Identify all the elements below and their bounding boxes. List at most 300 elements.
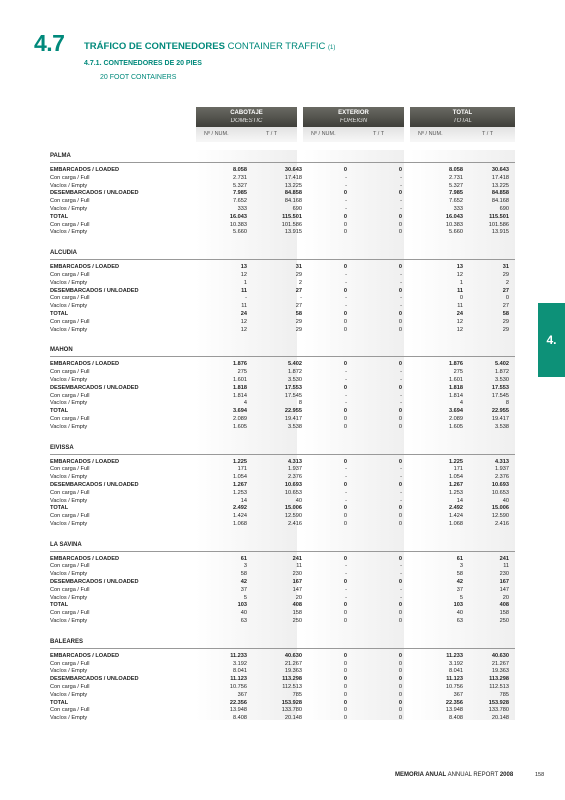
cell: 42 xyxy=(456,579,463,586)
cell: 17.545 xyxy=(491,392,509,399)
row-label: Con carga / Full xyxy=(50,392,90,399)
cell: 24 xyxy=(456,310,463,317)
cell: 0 xyxy=(343,668,347,675)
cell: - xyxy=(300,295,302,302)
cell: 230 xyxy=(499,571,509,578)
table-row xyxy=(50,393,515,401)
cell: - xyxy=(400,174,402,181)
table-row xyxy=(50,183,515,191)
cell: 17.418 xyxy=(491,174,509,181)
cell: 30.643 xyxy=(491,167,509,173)
table-row xyxy=(50,474,515,482)
cell: 1.872 xyxy=(288,369,302,376)
cell: 133.780 xyxy=(281,707,302,714)
cell: 0 xyxy=(398,610,402,617)
table-row xyxy=(50,684,515,692)
cell: 84.168 xyxy=(491,198,509,205)
cell: 147 xyxy=(292,586,302,593)
cell: 8.058 xyxy=(449,167,463,173)
cell: 0 xyxy=(398,415,402,422)
row-label: Con carga / Full xyxy=(50,707,90,714)
cell: 1.267 xyxy=(233,481,247,488)
row-label: TOTAL xyxy=(50,505,69,512)
cell: 2.416 xyxy=(495,520,509,527)
cell: 10.693 xyxy=(491,481,509,488)
row-label: DESEMBARCADOS / UNLOADED xyxy=(50,579,139,586)
subsection-title: 4.7.1. CONTENEDORES DE 20 PIES xyxy=(84,60,202,67)
cell: 2 xyxy=(298,279,302,286)
row-label: Vacíos / Empty xyxy=(50,303,88,310)
cell: 13.915 xyxy=(491,229,509,236)
cell: - xyxy=(400,182,402,189)
row-label: Vacíos / Empty xyxy=(50,326,88,333)
cell: 15.006 xyxy=(284,505,302,512)
row-label: Vacíos / Empty xyxy=(50,423,88,430)
cell: 0 xyxy=(398,326,402,333)
subheader-total xyxy=(410,127,515,142)
cell: 0 xyxy=(343,287,347,294)
table-row xyxy=(50,229,515,237)
col-header-en: DOMESTIC xyxy=(230,118,263,124)
cell: 690 xyxy=(292,205,302,212)
table-row xyxy=(50,571,515,579)
cell: 0 xyxy=(343,602,347,609)
cell: 0 xyxy=(398,602,402,609)
cell: 7.985 xyxy=(449,190,463,197)
section-name xyxy=(50,539,515,551)
cell: 112.513 xyxy=(282,684,302,691)
cell: 0 xyxy=(398,684,402,691)
row-label: Vacíos / Empty xyxy=(50,691,88,698)
row-label: Con carga / Full xyxy=(50,513,90,520)
cell: 11 xyxy=(503,563,509,570)
cell: 0 xyxy=(398,213,402,220)
cell: 1.054 xyxy=(449,474,463,481)
cell: 29 xyxy=(502,326,509,333)
cell: 1.225 xyxy=(449,458,463,465)
table-row xyxy=(50,369,515,377)
cell: 0 xyxy=(398,481,402,488)
cell: 11 xyxy=(241,287,247,294)
cell: - xyxy=(345,205,347,212)
cell: 0 xyxy=(398,676,402,683)
cell: 5 xyxy=(243,594,247,601)
subheader-domestic xyxy=(196,127,297,142)
cell: 7.652 xyxy=(233,198,247,205)
cell: - xyxy=(345,594,347,601)
cell: 27 xyxy=(502,303,509,310)
row-label: Con carga / Full xyxy=(50,198,90,205)
table-row xyxy=(50,319,515,327)
cell: 3.538 xyxy=(495,423,509,430)
table-row xyxy=(50,222,515,230)
cell: 3.694 xyxy=(449,408,463,415)
table-row xyxy=(50,385,515,393)
cell: 37 xyxy=(456,586,463,593)
table-row xyxy=(50,513,515,521)
cell: - xyxy=(400,571,402,578)
cell: 3.538 xyxy=(288,423,302,430)
table-row xyxy=(50,327,515,335)
cell: 113.298 xyxy=(489,676,509,683)
cell: 31 xyxy=(502,264,509,271)
cell: 5.660 xyxy=(449,229,463,236)
cell: 0 xyxy=(343,213,347,220)
row-label: DESEMBARCADOS / UNLOADED xyxy=(50,384,139,391)
cell: 0 xyxy=(398,361,402,368)
cell: 1.054 xyxy=(233,474,247,481)
row-label: Con carga / Full xyxy=(50,563,90,570)
section-gap xyxy=(50,432,515,442)
cell: - xyxy=(400,376,402,383)
cell: 19.417 xyxy=(491,415,509,422)
cell: 1.937 xyxy=(288,466,302,473)
cell: 0 xyxy=(398,229,402,236)
row-label: TOTAL xyxy=(50,310,69,317)
cell: 241 xyxy=(499,555,509,562)
cell: 0 xyxy=(343,190,347,197)
table-row xyxy=(50,602,515,610)
cell: 27 xyxy=(502,287,509,294)
cell: 0 xyxy=(398,318,402,325)
row-label: TOTAL xyxy=(50,408,69,415)
table-row xyxy=(50,661,515,669)
cell: 103 xyxy=(453,602,463,609)
cell: 20 xyxy=(502,594,509,601)
cell: 0 xyxy=(398,384,402,391)
table-row xyxy=(50,190,515,198)
section-gap xyxy=(50,334,515,344)
cell: 13.225 xyxy=(284,182,302,189)
cell: 408 xyxy=(499,602,509,609)
cell: 112.513 xyxy=(489,684,509,691)
cell: 1 xyxy=(243,279,247,286)
cell: 1.814 xyxy=(449,392,463,399)
cell: 2.089 xyxy=(449,415,463,422)
cell: 8 xyxy=(505,400,509,407)
row-label: DESEMBARCADOS / UNLOADED xyxy=(50,190,139,197)
cell: 17.553 xyxy=(491,384,509,391)
cell: 1.937 xyxy=(495,466,509,473)
cell: 40 xyxy=(240,610,247,617)
cell: 15.006 xyxy=(491,505,509,512)
cell: 63 xyxy=(240,618,247,625)
cell: - xyxy=(400,594,402,601)
cell: 27 xyxy=(295,287,302,294)
cell: 5 xyxy=(459,594,463,601)
col-header-es: EXTERIOR xyxy=(338,110,369,116)
cell: 10.653 xyxy=(284,489,302,496)
cell: 333 xyxy=(237,205,247,212)
cell: 11 xyxy=(296,563,302,570)
cell: - xyxy=(345,279,347,286)
cell: 0 xyxy=(398,310,402,317)
table-row xyxy=(50,377,515,385)
table-row xyxy=(50,311,515,319)
cell: 230 xyxy=(292,571,302,578)
row-label: DESEMBARCADOS / UNLOADED xyxy=(50,481,139,488)
cell: 1.225 xyxy=(233,458,247,465)
cell: 0 xyxy=(343,660,347,667)
cell: 4.313 xyxy=(288,458,302,465)
cell: - xyxy=(345,392,347,399)
cell: - xyxy=(345,586,347,593)
cell: 408 xyxy=(292,602,302,609)
section-gap xyxy=(50,237,515,247)
title-en: CONTAINER TRAFFIC xyxy=(227,41,326,52)
cell: - xyxy=(400,271,402,278)
cell: - xyxy=(400,586,402,593)
cell: 0 xyxy=(398,668,402,675)
table-row xyxy=(50,424,515,432)
section-label: ALCUDIA xyxy=(50,250,77,257)
row-label: Vacíos / Empty xyxy=(50,668,88,675)
cell: - xyxy=(345,474,347,481)
cell: 0 xyxy=(343,310,347,317)
cell: 153.928 xyxy=(281,699,302,706)
table-row xyxy=(50,198,515,206)
table-row xyxy=(50,587,515,595)
cell: 17.553 xyxy=(284,384,302,391)
cell: 12.590 xyxy=(491,513,509,520)
col-header-total xyxy=(410,107,515,127)
cell: 3.530 xyxy=(288,376,302,383)
cell: 0 xyxy=(343,264,347,271)
subcol-t: T / T xyxy=(373,131,385,137)
cell: 0 xyxy=(343,415,347,422)
row-label: Vacíos / Empty xyxy=(50,229,88,236)
cell: 0 xyxy=(398,513,402,520)
row-label: Vacíos / Empty xyxy=(50,571,88,578)
cell: 2 xyxy=(505,279,509,286)
cell: 0 xyxy=(343,618,347,625)
cell: 0 xyxy=(343,513,347,520)
cell: 167 xyxy=(499,579,509,586)
row-label: Con carga / Full xyxy=(50,586,90,593)
cell: 1.601 xyxy=(233,376,247,383)
cell: 785 xyxy=(499,691,509,698)
cell: 0 xyxy=(343,676,347,683)
section-gap xyxy=(50,626,515,636)
table-row xyxy=(50,595,515,603)
row-label: Con carga / Full xyxy=(50,295,90,302)
table-row xyxy=(50,692,515,700)
cell: 115.501 xyxy=(489,213,509,220)
cell: - xyxy=(345,295,347,302)
cell: - xyxy=(400,489,402,496)
cell: 11 xyxy=(457,287,463,294)
table-row xyxy=(50,167,515,175)
cell: 1.253 xyxy=(233,489,247,496)
row-label: EMBARCADOS / LOADED xyxy=(50,167,119,173)
row-label: TOTAL xyxy=(50,213,69,220)
cell: 8.408 xyxy=(233,715,247,722)
table-row xyxy=(50,288,515,296)
cell: 13.915 xyxy=(284,229,302,236)
row-label: EMBARCADOS / LOADED xyxy=(50,458,119,465)
cell: 0 xyxy=(343,505,347,512)
cell: 4 xyxy=(243,400,247,407)
cell: 0 xyxy=(398,190,402,197)
cell: - xyxy=(345,182,347,189)
title-es: TRÁFICO DE CONTENEDORES xyxy=(84,41,225,52)
cell: 0 xyxy=(459,295,463,302)
cell: 158 xyxy=(292,610,302,617)
cell: 21.267 xyxy=(491,660,509,667)
cell: 0 xyxy=(343,684,347,691)
cell: 0 xyxy=(398,264,402,271)
subcol-num: Nº / NUM. xyxy=(204,131,229,137)
table-row xyxy=(50,408,515,416)
cell: - xyxy=(345,571,347,578)
cell: 22.356 xyxy=(445,699,463,706)
cell: 0 xyxy=(343,326,347,333)
table-row xyxy=(50,416,515,424)
row-label: EMBARCADOS / LOADED xyxy=(50,555,119,562)
cell: 0 xyxy=(398,458,402,465)
cell: 40 xyxy=(456,610,463,617)
cell: 16.043 xyxy=(229,213,247,220)
cell: 5.327 xyxy=(449,182,463,189)
table-row xyxy=(50,498,515,506)
table-row xyxy=(50,459,515,467)
table-row xyxy=(50,707,515,715)
cell: 5.402 xyxy=(495,361,509,368)
cell: - xyxy=(345,174,347,181)
section-gap xyxy=(50,529,515,539)
cell: 61 xyxy=(240,555,247,562)
cell: 690 xyxy=(499,205,509,212)
subsection-title-en: 20 FOOT CONTAINERS xyxy=(100,74,177,81)
data-table xyxy=(50,150,515,723)
section-name xyxy=(50,344,515,356)
cell: 0 xyxy=(343,699,347,706)
cell: 11 xyxy=(241,303,247,310)
cell: 0 xyxy=(343,610,347,617)
row-label: Con carga / Full xyxy=(50,318,90,325)
cell: 17.418 xyxy=(284,174,302,181)
row-label: Vacíos / Empty xyxy=(50,715,88,722)
cell: 101.586 xyxy=(281,221,302,228)
cell: - xyxy=(345,466,347,473)
table-row xyxy=(50,280,515,288)
cell: 13 xyxy=(456,264,463,271)
cell: - xyxy=(400,466,402,473)
table-row xyxy=(50,653,515,661)
cell: 12 xyxy=(240,271,247,278)
cell: 1 xyxy=(459,279,463,286)
subcol-t: T / T xyxy=(266,131,278,137)
cell: 58 xyxy=(456,571,463,578)
cell: 29 xyxy=(295,271,302,278)
cell: 1.872 xyxy=(495,369,509,376)
cell: 2.376 xyxy=(495,474,509,481)
col-header-foreign xyxy=(303,107,404,127)
cell: 7.652 xyxy=(449,198,463,205)
cell: 12 xyxy=(456,318,463,325)
subheader-foreign xyxy=(303,127,404,142)
cell: 0 xyxy=(343,318,347,325)
section-label: LA SAVINA xyxy=(50,541,82,548)
cell: 10.383 xyxy=(229,221,247,228)
cell: - xyxy=(400,205,402,212)
row-label: Con carga / Full xyxy=(50,221,90,228)
cell: 29 xyxy=(295,326,302,333)
cell: 0 xyxy=(398,652,402,659)
cell: 3.694 xyxy=(233,408,247,415)
cell: 171 xyxy=(237,466,247,473)
cell: 11.123 xyxy=(446,676,463,683)
cell: 0 xyxy=(343,520,347,527)
cell: 3.192 xyxy=(449,660,463,667)
cell: 0 xyxy=(343,384,347,391)
cell: 11.123 xyxy=(230,676,247,683)
section-number: 4.7 xyxy=(34,30,65,56)
row-label: Vacíos / Empty xyxy=(50,400,88,407)
cell: 14 xyxy=(240,497,247,504)
col-header-domestic xyxy=(196,107,297,127)
cell: 133.780 xyxy=(488,707,509,714)
cell: 1.814 xyxy=(233,392,247,399)
cell: 11 xyxy=(457,303,463,310)
cell: 20 xyxy=(295,594,302,601)
cell: 1.267 xyxy=(449,481,463,488)
row-label: Con carga / Full xyxy=(50,415,90,422)
cell: 58 xyxy=(295,310,302,317)
cell: 30.643 xyxy=(284,167,302,173)
cell: 84.168 xyxy=(284,198,302,205)
cell: - xyxy=(345,303,347,310)
table-row xyxy=(50,668,515,676)
cell: 0 xyxy=(398,691,402,698)
row-label: Con carga / Full xyxy=(50,610,90,617)
cell: 0 xyxy=(398,167,402,173)
cell: 367 xyxy=(237,691,247,698)
cell: 1.424 xyxy=(233,513,247,520)
cell: 8.058 xyxy=(233,167,247,173)
cell: 27 xyxy=(295,303,302,310)
cell: 0 xyxy=(398,520,402,527)
subcol-num: Nº / NUM. xyxy=(418,131,443,137)
cell: - xyxy=(400,497,402,504)
cell: 5.402 xyxy=(288,361,302,368)
cell: 3 xyxy=(243,563,247,570)
cell: 13 xyxy=(240,264,247,271)
cell: 58 xyxy=(502,310,509,317)
cell: - xyxy=(345,376,347,383)
cell: 158 xyxy=(499,610,509,617)
table-row xyxy=(50,482,515,490)
title-footnote-mark: (1) xyxy=(328,45,336,51)
cell: - xyxy=(400,369,402,376)
cell: 10.653 xyxy=(491,489,509,496)
row-label: TOTAL xyxy=(50,602,69,609)
table-row xyxy=(50,490,515,498)
col-header-en: FOREIGN xyxy=(339,118,368,124)
cell: 21.267 xyxy=(284,660,302,667)
cell: 84.858 xyxy=(491,190,509,197)
cell: 171 xyxy=(453,466,463,473)
cell: 0 xyxy=(398,699,402,706)
cell: 0 xyxy=(398,660,402,667)
cell: 12 xyxy=(456,326,463,333)
table-row xyxy=(50,521,515,529)
cell: 1.253 xyxy=(449,489,463,496)
cell: - xyxy=(400,303,402,310)
cell: 12 xyxy=(240,318,247,325)
cell: 84.858 xyxy=(284,190,302,197)
cell: 0 xyxy=(343,408,347,415)
